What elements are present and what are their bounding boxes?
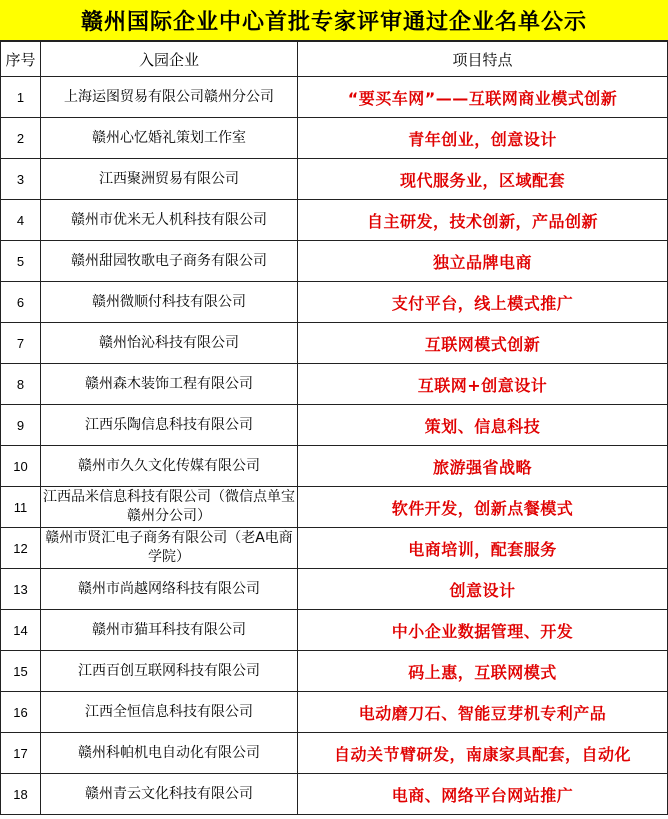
row-project-feature: 自主研发，技术创新，产品创新	[298, 200, 668, 241]
row-company-name: 江西百创互联网科技有限公司	[41, 651, 298, 692]
table-row	[1, 528, 668, 569]
row-project-feature: 码上惠，互联网模式	[298, 651, 668, 692]
table-row	[1, 118, 668, 159]
row-serial-number: 8	[1, 364, 41, 405]
table-header-row	[1, 42, 668, 77]
row-serial-number: 3	[1, 159, 41, 200]
row-serial-number: 18	[1, 774, 41, 815]
row-serial-number: 13	[1, 569, 41, 610]
header-serial-number: 序号	[1, 42, 41, 77]
table-row	[1, 77, 668, 118]
header-project-feature: 项目特点	[298, 42, 668, 77]
row-project-feature: 旅游强省战略	[298, 446, 668, 487]
row-company-name: 上海运图贸易有限公司赣州分公司	[41, 77, 298, 118]
row-serial-number: 16	[1, 692, 41, 733]
row-company-name: 江西乐陶信息科技有限公司	[41, 405, 298, 446]
table-row	[1, 651, 668, 692]
row-project-feature: 青年创业，创意设计	[298, 118, 668, 159]
company-list-table	[0, 41, 668, 815]
row-company-name: 江西聚洲贸易有限公司	[41, 159, 298, 200]
row-serial-number: 9	[1, 405, 41, 446]
row-serial-number: 1	[1, 77, 41, 118]
table-row	[1, 241, 668, 282]
table-row	[1, 692, 668, 733]
table-row	[1, 159, 668, 200]
table-row	[1, 200, 668, 241]
table-body	[1, 77, 668, 815]
row-project-feature: 中小企业数据管理、开发	[298, 610, 668, 651]
row-company-name: 江西全恒信息科技有限公司	[41, 692, 298, 733]
row-project-feature: 电动磨刀石、智能豆芽机专利产品	[298, 692, 668, 733]
table-row	[1, 487, 668, 528]
row-project-feature: 自动关节臂研发，南康家具配套，自动化	[298, 733, 668, 774]
row-company-name: 赣州科帕机电自动化有限公司	[41, 733, 298, 774]
row-company-name: 赣州市贤汇电子商务有限公司（老A电商学院）	[41, 528, 298, 569]
table-row	[1, 282, 668, 323]
row-company-name: 江西品米信息科技有限公司（微信点单宝赣州分公司）	[41, 487, 298, 528]
row-project-feature: 互联网+创意设计	[298, 364, 668, 405]
row-project-feature: “要买车网”——互联网商业模式创新	[298, 77, 668, 118]
row-serial-number: 10	[1, 446, 41, 487]
row-project-feature: 电商培训，配套服务	[298, 528, 668, 569]
table-row	[1, 323, 668, 364]
row-company-name: 赣州市优米无人机科技有限公司	[41, 200, 298, 241]
row-company-name: 赣州怡沁科技有限公司	[41, 323, 298, 364]
row-serial-number: 2	[1, 118, 41, 159]
row-project-feature: 现代服务业，区域配套	[298, 159, 668, 200]
row-serial-number: 4	[1, 200, 41, 241]
row-serial-number: 14	[1, 610, 41, 651]
row-serial-number: 17	[1, 733, 41, 774]
row-project-feature: 创意设计	[298, 569, 668, 610]
row-project-feature: 电商、网络平台网站推广	[298, 774, 668, 815]
row-serial-number: 5	[1, 241, 41, 282]
row-serial-number: 15	[1, 651, 41, 692]
row-serial-number: 12	[1, 528, 41, 569]
row-serial-number: 7	[1, 323, 41, 364]
row-project-feature: 独立品牌电商	[298, 241, 668, 282]
page-title: 赣州国际企业中心首批专家评审通过企业名单公示	[0, 0, 668, 41]
row-project-feature: 互联网模式创新	[298, 323, 668, 364]
row-company-name: 赣州青云文化科技有限公司	[41, 774, 298, 815]
table-row	[1, 733, 668, 774]
row-company-name: 赣州森木装饰工程有限公司	[41, 364, 298, 405]
row-company-name: 赣州心忆婚礼策划工作室	[41, 118, 298, 159]
row-project-feature: 软件开发，创新点餐模式	[298, 487, 668, 528]
row-serial-number: 11	[1, 487, 41, 528]
row-company-name: 赣州微顺付科技有限公司	[41, 282, 298, 323]
row-serial-number: 6	[1, 282, 41, 323]
table-row	[1, 405, 668, 446]
row-company-name: 赣州甜园牧歌电子商务有限公司	[41, 241, 298, 282]
table-row	[1, 610, 668, 651]
row-company-name: 赣州市久久文化传媒有限公司	[41, 446, 298, 487]
row-company-name: 赣州市尚越网络科技有限公司	[41, 569, 298, 610]
row-company-name: 赣州市猫耳科技有限公司	[41, 610, 298, 651]
row-project-feature: 支付平台，线上模式推广	[298, 282, 668, 323]
table-row	[1, 446, 668, 487]
table-row	[1, 774, 668, 815]
row-project-feature: 策划、信息科技	[298, 405, 668, 446]
table-row	[1, 364, 668, 405]
table-row	[1, 569, 668, 610]
header-company: 入园企业	[41, 42, 298, 77]
